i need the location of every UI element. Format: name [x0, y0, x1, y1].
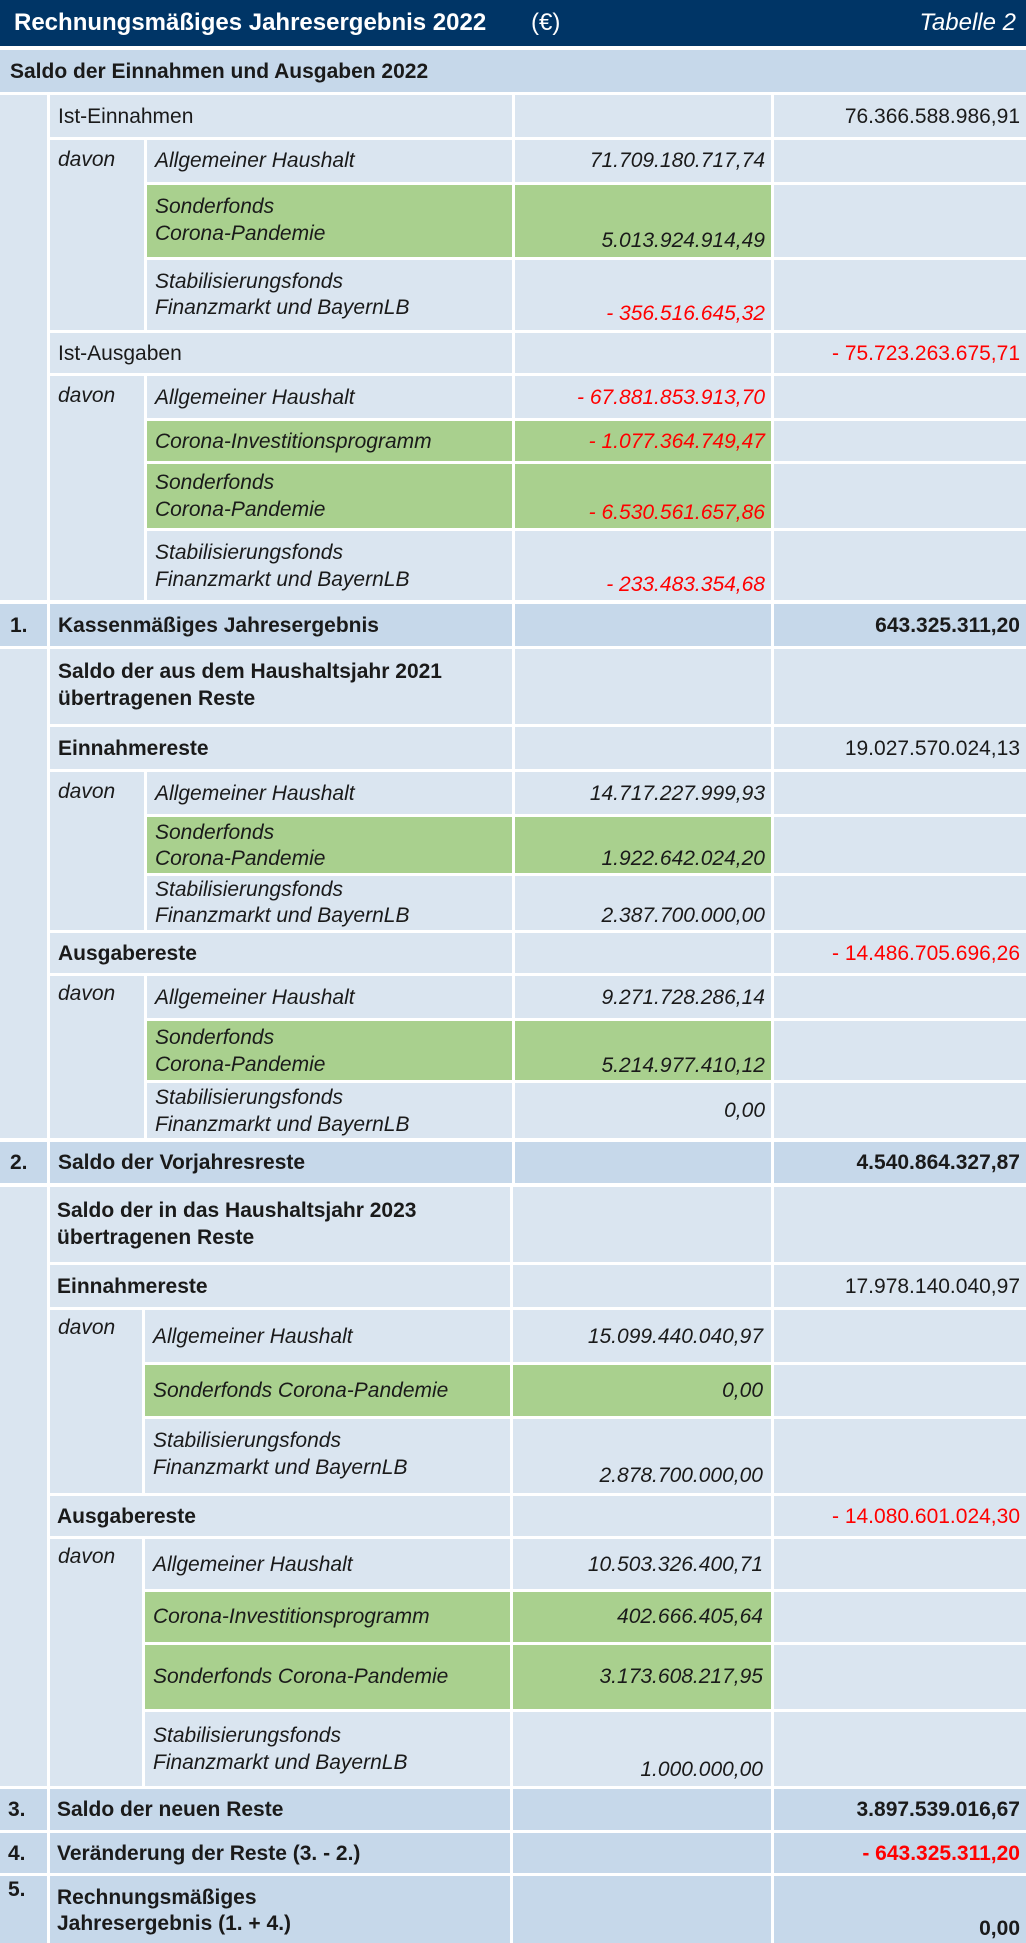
davon-label: davon	[58, 780, 116, 803]
table-number: Tabelle 2	[919, 9, 1016, 36]
s2-aus-stab-value-cell	[515, 1083, 771, 1138]
s3-ein-davon-cell	[50, 1310, 142, 1493]
s1-ein-allg-label-cell	[147, 140, 512, 182]
section3-title-1: Saldo der in das Haushaltsjahr 2023	[57, 1199, 417, 1222]
ist-ausgaben-label-cell	[50, 333, 512, 373]
s1-aus-sonder-label-cell	[147, 464, 512, 528]
s2-einnahmereste-sub-cell	[515, 727, 771, 769]
s1-aus-allg-value: - 67.881.853.913,70	[577, 386, 765, 409]
s1-aus-corona-inv-value-cell	[515, 421, 771, 461]
s2-ein-allg-label: Allgemeiner Haushalt	[155, 782, 355, 805]
s2-aus-davon-cell	[50, 976, 144, 1138]
s3-aus-allg-value: 10.503.326.400,71	[587, 1553, 763, 1576]
result5-sub-cell	[513, 1876, 771, 1943]
s2-ein-stab-value-cell	[515, 876, 771, 930]
s2-aus-sonder-value: 5.214.977.410,12	[601, 1054, 765, 1077]
result1-num-cell	[0, 604, 47, 646]
s3-aus-davon-cell	[50, 1539, 142, 1786]
ist-einnahmen-total-cell	[774, 95, 1026, 137]
s2-aus-sonder-label-2: Corona-Pandemie	[155, 1053, 326, 1076]
s2-aus-stab-total-cell	[774, 1083, 1026, 1138]
s2-ausgabereste-total-cell	[774, 933, 1026, 973]
s1-ein-sonder-label-1: Sonderfonds	[155, 195, 275, 218]
s3-aus-sonder-value: 3.173.608.217,95	[599, 1665, 763, 1688]
ist-ausgaben-total: - 75.723.263.675,71	[832, 342, 1020, 365]
s2-aus-stab-label-2: Finanzmarkt und BayernLB	[155, 1113, 410, 1136]
s2-ein-sonder-label-cell	[147, 817, 512, 873]
s1-aus-stab-value-cell	[515, 531, 771, 600]
s1-ein-stab-value: - 356.516.645,32	[606, 302, 765, 325]
s1-ein-stab-label-2: Finanzmarkt und BayernLB	[155, 296, 410, 319]
s1-aus-sonder-total-cell	[774, 464, 1026, 528]
s3-aus-sonder-label: Sonderfonds Corona-Pandemie	[153, 1665, 449, 1688]
davon-label: davon	[58, 148, 116, 171]
s2-aus-allg-value-cell	[515, 976, 771, 1018]
s3-aus-corona-inv-value-cell	[513, 1592, 771, 1642]
s1-aus-stab-value: - 233.483.354,68	[606, 573, 765, 596]
s2-aus-sonder-label-cell	[147, 1021, 512, 1080]
result4-label-cell	[50, 1833, 510, 1873]
s2-einnahmereste-total: 19.027.570.024,13	[844, 737, 1020, 760]
s1-aus-allg-label-cell	[147, 376, 512, 418]
section2-title-cell	[50, 649, 512, 724]
s1-ein-stab-label-1: Stabilisierungsfonds	[155, 270, 343, 293]
davon-label: davon	[58, 1316, 116, 1339]
result5-value: 0,00	[979, 1917, 1020, 1940]
result1-value: 643.325.311,20	[875, 614, 1020, 637]
s2-ein-davon-cell	[50, 772, 144, 930]
result1-number: 1.	[10, 614, 28, 637]
s2-ein-stab-label-2: Finanzmarkt und BayernLB	[155, 904, 410, 927]
s2-einnahmereste-label-cell	[50, 727, 512, 769]
s2-ausgabereste-sub-cell	[515, 933, 771, 973]
davon-label: davon	[58, 982, 116, 1005]
s3-aus-stab-value: 1.000.000,00	[640, 1758, 763, 1781]
result1-label: Kassenmäßiges Jahresergebnis	[58, 614, 379, 637]
s2-aus-allg-label-cell	[147, 976, 512, 1018]
ist-einnahmen-label: Ist-Einnahmen	[58, 105, 194, 128]
s1-ein-sonder-label-cell	[147, 185, 512, 257]
section1-title: Saldo der Einnahmen und Ausgaben 2022	[10, 60, 429, 83]
result3-number: 3.	[8, 1798, 26, 1821]
section1-title-row	[0, 50, 1026, 92]
result1-label-cell	[50, 604, 512, 646]
section3-title-sub-cell	[513, 1187, 771, 1262]
s1-ein-stab-total-cell	[774, 260, 1026, 330]
s2-aus-stab-label-cell	[147, 1083, 512, 1138]
s1-aus-davon-cell	[50, 376, 144, 600]
s2-ein-stab-label-cell	[147, 876, 512, 930]
s3-aus-stab-label-cell	[145, 1712, 510, 1786]
ist-ausgaben-sub-cell	[515, 333, 771, 373]
result5-number: 5.	[8, 1878, 26, 1901]
s3-ausgabereste-label-cell	[50, 1496, 510, 1536]
s2-aus-allg-label: Allgemeiner Haushalt	[155, 986, 355, 1009]
table-header	[0, 0, 1026, 46]
result5-num-cell	[0, 1876, 47, 1943]
s3-ein-stab-label-cell	[145, 1419, 510, 1493]
s1-aus-corona-inv-label-cell	[147, 421, 512, 461]
s2-aus-stab-value: 0,00	[724, 1099, 765, 1122]
section2-title-1: Saldo der aus dem Haushaltsjahr 2021	[58, 660, 442, 683]
s3-aus-allg-label: Allgemeiner Haushalt	[153, 1553, 353, 1576]
result5-label-1: Rechnungsmäßiges	[57, 1886, 257, 1909]
s3-ausgabereste-total-cell	[774, 1496, 1026, 1536]
s3-ein-allg-value: 15.099.440.040,97	[587, 1325, 763, 1348]
s1-aus-corona-inv-label: Corona-Investitionsprogramm	[155, 430, 432, 453]
s2-ein-sonder-label-1: Sonderfonds	[155, 821, 275, 844]
result5-label-2: Jahresergebnis (1. + 4.)	[57, 1912, 292, 1935]
s3-ein-sonder-value-cell	[513, 1365, 771, 1416]
davon-label: davon	[58, 384, 116, 407]
result3-value: 3.897.539.016,67	[856, 1798, 1020, 1821]
s1-aus-corona-inv-value: - 1.077.364.749,47	[588, 430, 765, 453]
section1-margin	[0, 95, 47, 600]
s1-ein-sonder-value: 5.013.924.914,49	[601, 229, 765, 252]
section2-title-sub-cell	[515, 649, 771, 724]
section2-title-2: übertragenen Reste	[58, 687, 256, 710]
s2-ausgabereste-label-cell	[50, 933, 512, 973]
s2-ein-sonder-value-cell	[515, 817, 771, 873]
result2-num-cell	[0, 1142, 47, 1183]
ist-ausgaben-total-cell	[774, 333, 1026, 373]
s3-aus-stab-total-cell	[774, 1712, 1026, 1786]
s1-aus-stab-label-cell	[147, 531, 512, 600]
section2-margin	[0, 649, 47, 1138]
section3-title-cell	[50, 1187, 510, 1262]
s2-aus-stab-label-1: Stabilisierungsfonds	[155, 1086, 343, 1109]
result3-value-cell	[774, 1789, 1026, 1830]
ist-ausgaben-label: Ist-Ausgaben	[58, 342, 182, 365]
s1-aus-stab-label-2: Finanzmarkt und BayernLB	[155, 568, 410, 591]
section3-title-total-cell	[774, 1187, 1026, 1262]
s3-ein-sonder-label-cell	[145, 1365, 510, 1416]
s3-aus-corona-inv-value: 402.666.405,64	[617, 1605, 763, 1628]
s3-ein-stab-label-2: Finanzmarkt und BayernLB	[153, 1456, 408, 1479]
s1-aus-allg-total-cell	[774, 376, 1026, 418]
s3-ein-stab-value: 2.878.700.000,00	[599, 1464, 763, 1487]
result4-num-cell	[0, 1833, 47, 1873]
result2-label: Saldo der Vorjahresreste	[58, 1151, 306, 1174]
s2-ein-stab-total-cell	[774, 876, 1026, 930]
ist-einnahmen-label-cell	[50, 95, 512, 137]
section3-margin	[0, 1187, 47, 1786]
s3-aus-corona-inv-total-cell	[774, 1592, 1026, 1642]
s2-ein-sonder-total-cell	[774, 817, 1026, 873]
s3-aus-allg-value-cell	[513, 1539, 771, 1589]
currency-label: (€)	[531, 9, 561, 36]
ist-einnahmen-total: 76.366.588.986,91	[844, 105, 1020, 128]
s1-ein-sonder-total-cell	[774, 185, 1026, 257]
s3-aus-stab-label-2: Finanzmarkt und BayernLB	[153, 1751, 408, 1774]
result2-sub-cell	[515, 1142, 771, 1183]
s3-aus-stab-label-1: Stabilisierungsfonds	[153, 1724, 341, 1747]
s3-ein-allg-total-cell	[774, 1310, 1026, 1362]
s1-ein-sonder-label-2: Corona-Pandemie	[155, 222, 326, 245]
s2-aus-sonder-value-cell	[515, 1021, 771, 1080]
s3-aus-corona-inv-label: Corona-Investitionsprogramm	[153, 1605, 430, 1628]
s1-aus-allg-label: Allgemeiner Haushalt	[155, 386, 355, 409]
s2-einnahmereste-label: Einnahmereste	[58, 737, 209, 760]
s3-ein-stab-label-1: Stabilisierungsfonds	[153, 1429, 341, 1452]
s1-ein-allg-label: Allgemeiner Haushalt	[155, 149, 355, 172]
s2-ein-allg-value: 14.717.227.999,93	[589, 782, 765, 805]
s3-ein-allg-label-cell	[145, 1310, 510, 1362]
ist-einnahmen-sub-cell	[515, 95, 771, 137]
result4-label: Veränderung der Reste (3. - 2.)	[57, 1842, 361, 1865]
result3-sub-cell	[513, 1789, 771, 1830]
result2-label-cell	[50, 1142, 512, 1183]
s3-einnahmereste-total-cell	[774, 1265, 1026, 1307]
s2-ein-allg-total-cell	[774, 772, 1026, 814]
result5-label-cell	[50, 1876, 510, 1943]
s3-ausgabereste-sub-cell	[513, 1496, 771, 1536]
s2-ein-sonder-label-2: Corona-Pandemie	[155, 847, 326, 870]
result2-number: 2.	[10, 1151, 28, 1174]
s2-aus-allg-total-cell	[774, 976, 1026, 1018]
s3-ein-sonder-label: Sonderfonds Corona-Pandemie	[153, 1379, 449, 1402]
s1-ein-allg-total-cell	[774, 140, 1026, 182]
s2-ein-stab-label-1: Stabilisierungsfonds	[155, 878, 343, 901]
section3-title-2: übertragenen Reste	[57, 1226, 255, 1249]
result4-sub-cell	[513, 1833, 771, 1873]
s2-ein-sonder-value: 1.922.642.024,20	[601, 847, 765, 870]
s3-aus-sonder-label-cell	[145, 1645, 510, 1709]
s1-aus-stab-label-1: Stabilisierungsfonds	[155, 541, 343, 564]
s3-aus-sonder-total-cell	[774, 1645, 1026, 1709]
result4-value: - 643.325.311,20	[862, 1842, 1020, 1865]
s2-ein-stab-value: 2.387.700.000,00	[601, 904, 765, 927]
result3-num-cell	[0, 1789, 47, 1830]
s2-aus-sonder-label-1: Sonderfonds	[155, 1026, 275, 1049]
result4-number: 4.	[8, 1842, 26, 1865]
s1-ein-stab-value-cell	[515, 260, 771, 330]
result2-value-cell	[774, 1142, 1026, 1183]
s3-aus-sonder-value-cell	[513, 1645, 771, 1709]
result5-value-cell	[774, 1876, 1026, 1943]
s2-einnahmereste-total-cell	[774, 727, 1026, 769]
s1-ein-stab-label-cell	[147, 260, 512, 330]
s3-aus-allg-total-cell	[774, 1539, 1026, 1589]
section2-title-total-cell	[774, 649, 1026, 724]
s1-aus-sonder-value: - 6.530.561.657,86	[588, 501, 765, 524]
s3-ein-sonder-total-cell	[774, 1365, 1026, 1416]
result1-sub-cell	[515, 604, 771, 646]
s1-aus-sonder-label-2: Corona-Pandemie	[155, 498, 326, 521]
result3-label: Saldo der neuen Reste	[57, 1798, 284, 1821]
s1-aus-sonder-value-cell	[515, 464, 771, 528]
s2-ein-allg-value-cell	[515, 772, 771, 814]
s3-ein-stab-total-cell	[774, 1419, 1026, 1493]
s2-ausgabereste-label: Ausgabereste	[58, 942, 197, 965]
s3-ausgabereste-total: - 14.080.601.024,30	[832, 1505, 1020, 1528]
s1-ein-allg-value-cell	[515, 140, 771, 182]
s3-ein-sonder-value: 0,00	[722, 1379, 763, 1402]
s1-aus-allg-value-cell	[515, 376, 771, 418]
s2-ein-allg-label-cell	[147, 772, 512, 814]
result1-value-cell	[774, 604, 1026, 646]
s1-aus-corona-inv-total-cell	[774, 421, 1026, 461]
result2-value: 4.540.864.327,87	[856, 1151, 1020, 1174]
davon-label: davon	[58, 1545, 116, 1568]
s3-einnahmereste-label: Einnahmereste	[57, 1275, 208, 1298]
s3-aus-corona-inv-label-cell	[145, 1592, 510, 1642]
s2-ausgabereste-total: - 14.486.705.696,26	[832, 942, 1020, 965]
s3-ein-allg-label: Allgemeiner Haushalt	[153, 1325, 353, 1348]
s1-aus-stab-total-cell	[774, 531, 1026, 600]
s1-ein-allg-value: 71.709.180.717,74	[589, 149, 765, 172]
s1-ein-davon-cell	[50, 140, 144, 330]
s3-einnahmereste-sub-cell	[513, 1265, 771, 1307]
s3-aus-stab-value-cell	[513, 1712, 771, 1786]
s3-ausgabereste-label: Ausgabereste	[57, 1505, 196, 1528]
s2-aus-allg-value: 9.271.728.286,14	[601, 986, 765, 1009]
s3-einnahmereste-total: 17.978.140.040,97	[844, 1275, 1020, 1298]
s3-ein-stab-value-cell	[513, 1419, 771, 1493]
s3-ein-allg-value-cell	[513, 1310, 771, 1362]
s3-einnahmereste-label-cell	[50, 1265, 510, 1307]
table-title: Rechnungsmäßiges Jahresergebnis 2022	[14, 9, 487, 36]
result4-value-cell	[774, 1833, 1026, 1873]
result3-label-cell	[50, 1789, 510, 1830]
s3-aus-allg-label-cell	[145, 1539, 510, 1589]
s2-aus-sonder-total-cell	[774, 1021, 1026, 1080]
s1-aus-sonder-label-1: Sonderfonds	[155, 471, 275, 494]
s1-ein-sonder-value-cell	[515, 185, 771, 257]
